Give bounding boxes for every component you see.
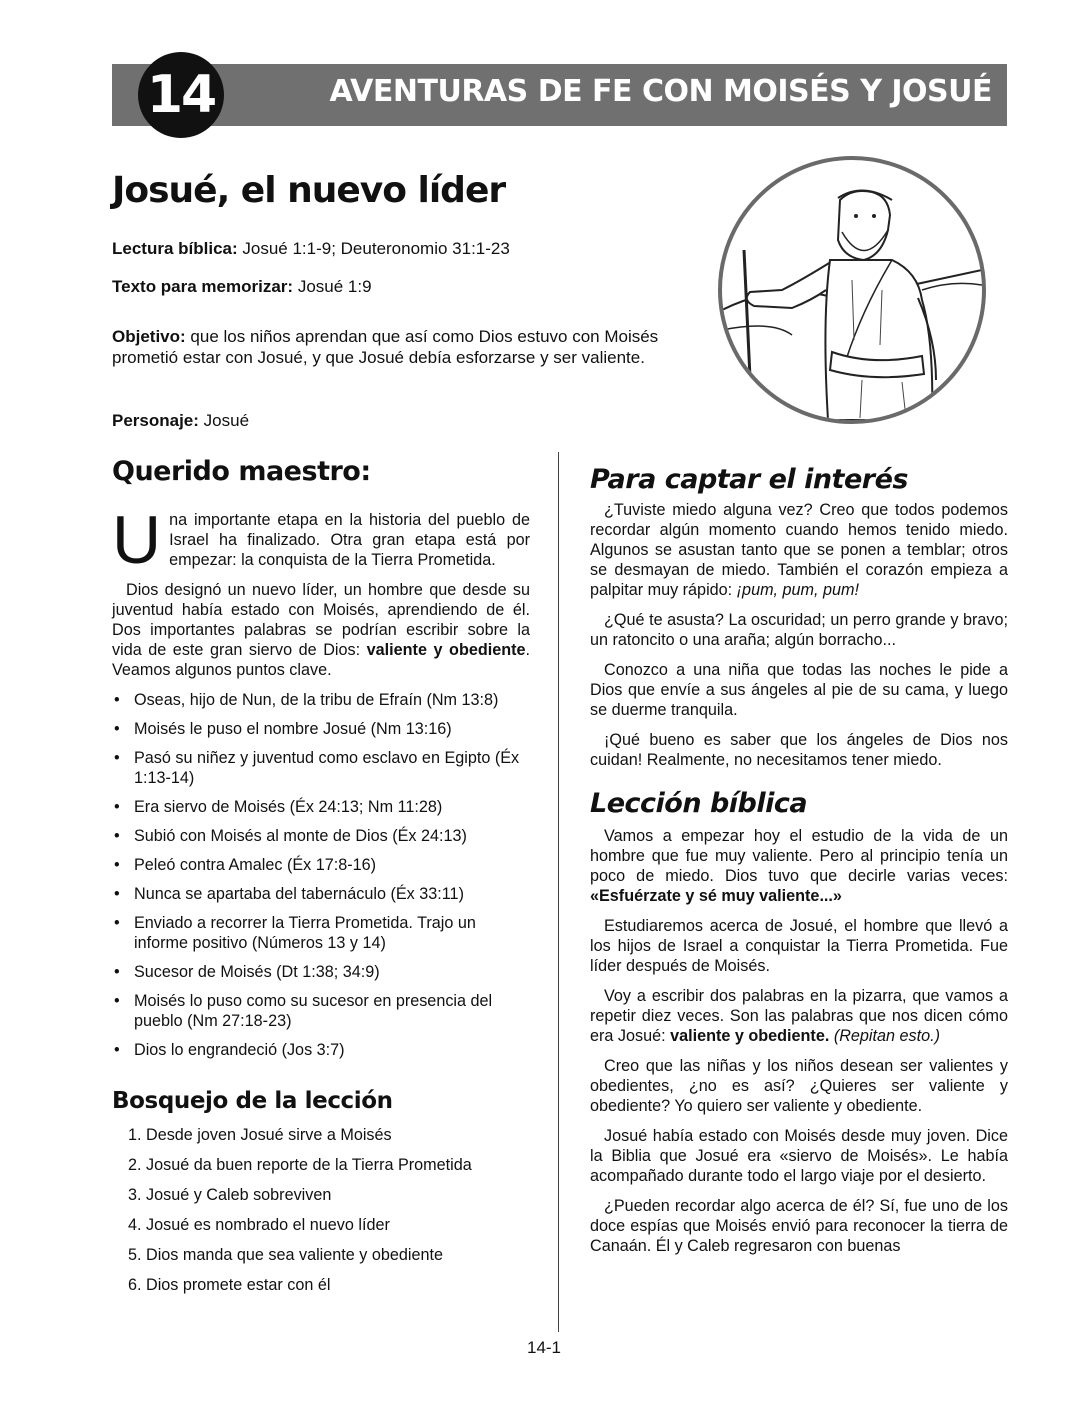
list-item: 3. Josué y Caleb sobreviven bbox=[128, 1186, 332, 1204]
list-item: 6. Dios promete estar con él bbox=[128, 1276, 331, 1294]
outline-heading: Bosquejo de la lección bbox=[112, 1088, 393, 1114]
intro-paragraph bbox=[112, 502, 530, 578]
bible-lesson-heading: Lección bíblica bbox=[590, 788, 808, 819]
list-item: • Nunca se apartaba del tabernáculo (Éx 33:11) bbox=[112, 884, 530, 904]
list-item: 2. Josué da buen reporte de la Tierra Prometida bbox=[128, 1156, 472, 1174]
memory-value: Josué 1:9 bbox=[297, 277, 372, 296]
lesson-paragraph-3-bold: valiente y obediente. bbox=[670, 1027, 830, 1045]
teacher-paragraph-2-text: Dios designó un nuevo líder, un hombre que desde su juventud había estado con Moisés, aprendiendo de él. Dos importantes palabras se podrían escribir sobre la vida de este gran siervo de Dios: bbox=[112, 581, 530, 659]
list-item: • Oseas, hijo de Nun, de la tribu de Efraín (Nm 13:8) bbox=[112, 690, 530, 710]
joshua-illustration bbox=[718, 156, 986, 424]
lesson-paragraph-1-text: Vamos a empezar hoy el estudio de la vida de un hombre que fue muy valiente. Pero al principio tenía un poco de miedo. Dios tuvo que decirle varias veces: bbox=[590, 827, 1008, 885]
interest-paragraph-2: ¿Qué te asusta? La oscuridad; un perro grande y bravo; un ratoncito o una araña; algún borracho... bbox=[590, 611, 1008, 649]
intro-text: na importante etapa en la historia del pueblo de Israel ha finalizado. Otra gran etapa está por empezar: la conquista de la Tierra Prometida. bbox=[169, 511, 530, 569]
dropcap-letter: U bbox=[112, 502, 162, 578]
character-label: Personaje: bbox=[112, 411, 199, 430]
list-item: 1. Desde joven Josué sirve a Moisés bbox=[128, 1126, 392, 1144]
memory-line bbox=[112, 276, 372, 297]
lesson-paragraph-4: Creo que las niñas y los niños desean ser valientes y obedientes, ¿no es así? ¿Quieres ser valiente y obediente? Yo quiero ser valiente y obediente. bbox=[590, 1057, 1008, 1115]
interest-paragraph-3: Conozco a una niña que todas las noches le pide a Dios que envíe a sus ángeles al pie de su cama, y luego se duerme tranquila. bbox=[590, 661, 1008, 719]
unit-title: AVENTURAS DE FE CON MOISÉS Y JOSUÉ bbox=[329, 74, 992, 109]
objective-line bbox=[112, 326, 672, 368]
list-item: • Subió con Moisés al monte de Dios (Éx 24:13) bbox=[112, 826, 530, 846]
lesson-outline-list bbox=[112, 1125, 530, 1295]
character-line bbox=[112, 410, 249, 431]
list-item: • Moisés lo puso como su sucesor en presencia del pueblo (Nm 27:18-23) bbox=[112, 991, 530, 1031]
list-item: • Dios lo engrandeció (Jos 3:7) bbox=[112, 1040, 530, 1060]
page-number: 14-1 bbox=[526, 1338, 562, 1357]
interest-heading: Para captar el interés bbox=[590, 464, 908, 495]
list-item: • Moisés le puso el nombre Josué (Nm 13:16) bbox=[112, 719, 530, 739]
interest-paragraph-4: ¡Qué bueno es saber que los ángeles de Dios nos cuidan! Realmente, no necesitamos tener miedo. bbox=[590, 731, 1008, 769]
list-item: • Era siervo de Moisés (Éx 24:13; Nm 11:28) bbox=[112, 797, 530, 817]
reading-line bbox=[112, 238, 510, 259]
reading-label: Lectura bíblica: bbox=[112, 239, 238, 258]
character-value: Josué bbox=[203, 411, 250, 430]
list-item: • Pasó su niñez y juventud como esclavo en Egipto (Éx 1:13-14) bbox=[112, 748, 530, 788]
reading-value: Josué 1:1-9; Deuteronomio 31:1-23 bbox=[242, 239, 510, 258]
joshua-drawing-icon bbox=[722, 160, 982, 420]
teacher-paragraph-2-end: . Veamos algunos puntos clave. bbox=[112, 641, 531, 679]
column-divider bbox=[558, 452, 559, 1332]
list-item: 5. Dios manda que sea valiente y obediente bbox=[128, 1246, 443, 1264]
teacher-paragraph-2-bold: valiente y obediente bbox=[366, 641, 526, 659]
dear-teacher-heading: Querido maestro: bbox=[112, 456, 371, 487]
left-column bbox=[112, 456, 531, 1305]
list-item: • Sucesor de Moisés (Dt 1:38; 34:9) bbox=[112, 962, 530, 982]
list-item: • Enviado a recorrer la Tierra Prometida. Trajo un informe positivo (Números 13 y 14) bbox=[112, 913, 530, 953]
lesson-paragraph-1 bbox=[590, 826, 1008, 906]
right-column bbox=[590, 464, 1008, 1266]
objective-value: que los niños aprendan que así como Dios estuvo con Moisés prometió estar con Josué, y que Josué debía esforzarse y ser valiente. bbox=[112, 327, 659, 367]
interest-paragraph-1-italic: ¡pum, pum, pum! bbox=[736, 581, 860, 599]
list-item: 4. Josué es nombrado el nuevo líder bbox=[128, 1216, 390, 1234]
lesson-title: Josué, el nuevo líder bbox=[112, 170, 506, 211]
interest-paragraph-1-text: ¿Tuviste miedo alguna vez? Creo que todos podemos recordar algún momento cuando hemos tenido miedo. Algunos se asustan tanto que se ponen a temblar; otros se desmayan de miedo. También el corazón empieza a palpitar muy rápido: bbox=[590, 501, 1008, 599]
lesson-paragraph-6: ¿Pueden recordar algo acerca de él? Sí, fue uno de los doce espías que Moisés envió para reconocer la tierra de Canaán. Él y Caleb regresaron con buenas bbox=[590, 1197, 1008, 1255]
objective-label: Objetivo: bbox=[112, 327, 186, 346]
lesson-paragraph-1-bold: «Esfuérzate y sé muy valiente...» bbox=[590, 887, 842, 905]
lesson-paragraph-3 bbox=[590, 986, 1008, 1046]
key-points-list bbox=[112, 690, 530, 1060]
memory-label: Texto para memorizar: bbox=[112, 277, 294, 296]
teacher-paragraph-2 bbox=[112, 580, 530, 680]
lesson-paragraph-5: Josué había estado con Moisés desde muy joven. Dice la Biblia que Josué era «siervo de Moisés». Le había acompañado durante todo el largo viaje por el desierto. bbox=[590, 1127, 1008, 1185]
lesson-paragraph-3-italic: (Repitan esto.) bbox=[829, 1027, 940, 1045]
lesson-number-badge: 14 bbox=[138, 52, 224, 138]
lesson-paragraph-2: Estudiaremos acerca de Josué, el hombre que llevó a los hijos de Israel a conquistar la Tierra Prometida. Fue líder después de Moisés. bbox=[590, 917, 1008, 975]
lesson-paragraph-3-text: Voy a escribir dos palabras en la pizarra, que vamos a repetir diez veces. Son las palabras que nos dicen cómo era Josué: bbox=[590, 987, 1008, 1045]
list-item: • Peleó contra Amalec (Éx 17:8-16) bbox=[112, 855, 530, 875]
interest-paragraph-1 bbox=[590, 500, 1008, 600]
